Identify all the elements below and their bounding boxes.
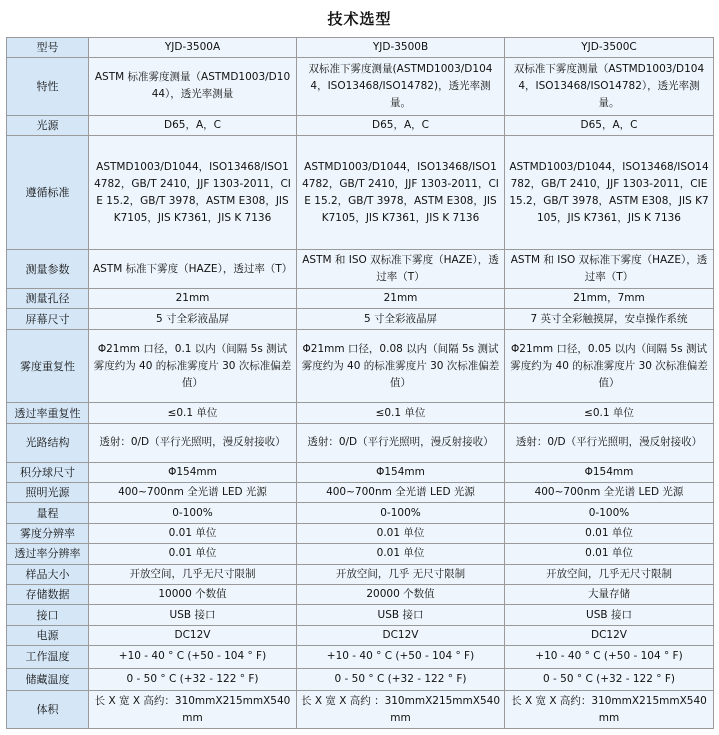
row-label: 体积: [7, 691, 89, 729]
cell-b: +10 - 40 ° C (+50 - 104 ° F): [297, 646, 505, 668]
cell-b: USB 接口: [297, 605, 505, 625]
cell-b: DC12V: [297, 625, 505, 645]
cell-a: 5 寸全彩液晶屏: [89, 309, 297, 329]
spec-table-body: [7, 38, 714, 729]
cell-c: 7 英寸全彩触摸屏，安卓操作系统: [505, 309, 714, 329]
table-row: [7, 482, 714, 502]
cell-b: D65，A，C: [297, 115, 505, 135]
table-row: [7, 423, 714, 462]
cell-b: ≤0.1 单位: [297, 403, 505, 423]
table-row: [7, 564, 714, 584]
row-label: 雾度分辨率: [7, 523, 89, 543]
cell-b: 20000 个数值: [297, 584, 505, 604]
table-row: [7, 135, 714, 249]
table-row: [7, 289, 714, 309]
row-label: 照明光源: [7, 482, 89, 502]
cell-b: ASTMD1003/D1044，ISO13468/ISO14782，GB/T 2410，JJF 1303-2011，CIE 15.2，GB/T 3978，ASTM E308，JIS K7105，JIS K7361，JIS K 7136: [297, 135, 505, 249]
cell-a: USB 接口: [89, 605, 297, 625]
cell-b: 400~700nm 全光谱 LED 光源: [297, 482, 505, 502]
cell-a: Φ154mm: [89, 462, 297, 482]
cell-c: ASTM 和 ISO 双标准下雾度（HAZE），透过率（T）: [505, 250, 714, 289]
cell-a: D65，A，C: [89, 115, 297, 135]
cell-b: 0-100%: [297, 503, 505, 523]
row-label: 电源: [7, 625, 89, 645]
cell-c: Φ21mm 口径，0.05 以内（间隔 5s 测试雾度约为 40 的标准雾度片 30 次标准偏差值）: [505, 329, 714, 402]
row-label: 测量参数: [7, 250, 89, 289]
cell-a: ASTMD1003/D1044，ISO13468/ISO14782，GB/T 2410，JJF 1303-2011，CIE 15.2，GB/T 3978，ASTM E308，JIS K7105，JIS K7361，JIS K 7136: [89, 135, 297, 249]
cell-c: 0.01 单位: [505, 523, 714, 543]
cell-c: 400~700nm 全光谱 LED 光源: [505, 482, 714, 502]
row-label: 光路结构: [7, 423, 89, 462]
row-label: 雾度重复性: [7, 329, 89, 402]
row-label: 遵循标准: [7, 135, 89, 249]
cell-c: DC12V: [505, 625, 714, 645]
table-row: [7, 462, 714, 482]
cell-a: DC12V: [89, 625, 297, 645]
row-label: 量程: [7, 503, 89, 523]
row-label: 透过率重复性: [7, 403, 89, 423]
table-row: [7, 115, 714, 135]
cell-a: 0-100%: [89, 503, 297, 523]
cell-b: YJD-3500B: [297, 38, 505, 58]
cell-c: ≤0.1 单位: [505, 403, 714, 423]
cell-c: 透射：0/D（平行光照明，漫反射接收）: [505, 423, 714, 462]
row-label: 样品大小: [7, 564, 89, 584]
cell-c: +10 - 40 ° C (+50 - 104 ° F): [505, 646, 714, 668]
row-label: 积分球尺寸: [7, 462, 89, 482]
cell-b: 5 寸全彩液晶屏: [297, 309, 505, 329]
spec-table: [6, 37, 714, 729]
cell-b: 0.01 单位: [297, 544, 505, 564]
table-row: [7, 668, 714, 690]
row-label: 储藏温度: [7, 668, 89, 690]
cell-b: 长 X 宽 X 高约 ：310mmX215mmX540mm: [297, 691, 505, 729]
cell-a: ≤0.1 单位: [89, 403, 297, 423]
cell-b: 21mm: [297, 289, 505, 309]
row-label: 工作温度: [7, 646, 89, 668]
row-label: 光源: [7, 115, 89, 135]
cell-b: 开放空间，几乎 无尺寸限制: [297, 564, 505, 584]
cell-a: 400~700nm 全光谱 LED 光源: [89, 482, 297, 502]
table-row: [7, 329, 714, 402]
row-label: 型号: [7, 38, 89, 58]
cell-c: ASTMD1003/D1044，ISO13468/ISO14782，GB/T 2410，JJF 1303-2011，CIE 15.2，GB/T 3978，ASTM E308，JIS K7105，JIS K7361，JIS K 7136: [505, 135, 714, 249]
cell-c: YJD-3500C: [505, 38, 714, 58]
cell-a: 开放空间，几乎无尺寸限制: [89, 564, 297, 584]
cell-a: 21mm: [89, 289, 297, 309]
cell-b: 透射：0/D（平行光照明，漫反射接收）: [297, 423, 505, 462]
table-row: [7, 250, 714, 289]
cell-a: 0 - 50 ° C (+32 - 122 ° F): [89, 668, 297, 690]
cell-a: 0.01 单位: [89, 544, 297, 564]
table-row: [7, 403, 714, 423]
row-label: 透过率分辨率: [7, 544, 89, 564]
table-row: [7, 605, 714, 625]
table-row: [7, 309, 714, 329]
table-row: [7, 584, 714, 604]
cell-b: 0.01 单位: [297, 523, 505, 543]
row-label: 屏幕尺寸: [7, 309, 89, 329]
page-title: 技术选型: [327, 10, 392, 28]
table-row: [7, 544, 714, 564]
cell-a: Φ21mm 口径，0.1 以内（间隔 5s 测试雾度约为 40 的标准雾度片 30 次标准偏差值）: [89, 329, 297, 402]
table-row: [7, 691, 714, 729]
cell-c: 0-100%: [505, 503, 714, 523]
cell-b: Φ21mm 口径，0.08 以内（间隔 5s 测试雾度约为 40 的标准雾度片 30 次标准偏差值）: [297, 329, 505, 402]
cell-c: 大量存储: [505, 584, 714, 604]
cell-b: 双标准下雾度测量(ASTMD1003/D1044，ISO13468/ISO14782)，透光率测量。: [297, 58, 505, 115]
cell-a: ASTM 标准雾度测量（ASTMD1003/D1044），透光率测量: [89, 58, 297, 115]
cell-a: 10000 个数值: [89, 584, 297, 604]
row-label: 接口: [7, 605, 89, 625]
cell-c: 长 X 宽 X 高约：310mmX215mmX540mm: [505, 691, 714, 729]
cell-c: 双标准下雾度测量（ASTMD1003/D1044，ISO13468/ISO14782），透光率测量。: [505, 58, 714, 115]
cell-a: ASTM 标准下雾度（HAZE），透过率（T）: [89, 250, 297, 289]
table-row: [7, 38, 714, 58]
row-label: 测量孔径: [7, 289, 89, 309]
cell-c: Φ154mm: [505, 462, 714, 482]
cell-c: 21mm，7mm: [505, 289, 714, 309]
cell-a: YJD-3500A: [89, 38, 297, 58]
cell-c: USB 接口: [505, 605, 714, 625]
cell-a: 透射：0/D（平行光照明，漫反射接收）: [89, 423, 297, 462]
cell-c: 0.01 单位: [505, 544, 714, 564]
cell-a: 长 X 宽 X 高约：310mmX215mmX540mm: [89, 691, 297, 729]
cell-c: 0 - 50 ° C (+32 - 122 ° F): [505, 668, 714, 690]
table-row: [7, 625, 714, 645]
table-row: [7, 523, 714, 543]
cell-c: 开放空间，几乎无尺寸限制: [505, 564, 714, 584]
cell-a: +10 - 40 ° C (+50 - 104 ° F): [89, 646, 297, 668]
table-row: [7, 58, 714, 115]
cell-a: 0.01 单位: [89, 523, 297, 543]
row-label: 特性: [7, 58, 89, 115]
cell-c: D65，A，C: [505, 115, 714, 135]
table-row: [7, 646, 714, 668]
cell-b: ASTM 和 ISO 双标准下雾度（HAZE），透过率（T）: [297, 250, 505, 289]
row-label: 存储数据: [7, 584, 89, 604]
cell-b: Φ154mm: [297, 462, 505, 482]
cell-b: 0 - 50 ° C (+32 - 122 ° F): [297, 668, 505, 690]
table-row: [7, 503, 714, 523]
